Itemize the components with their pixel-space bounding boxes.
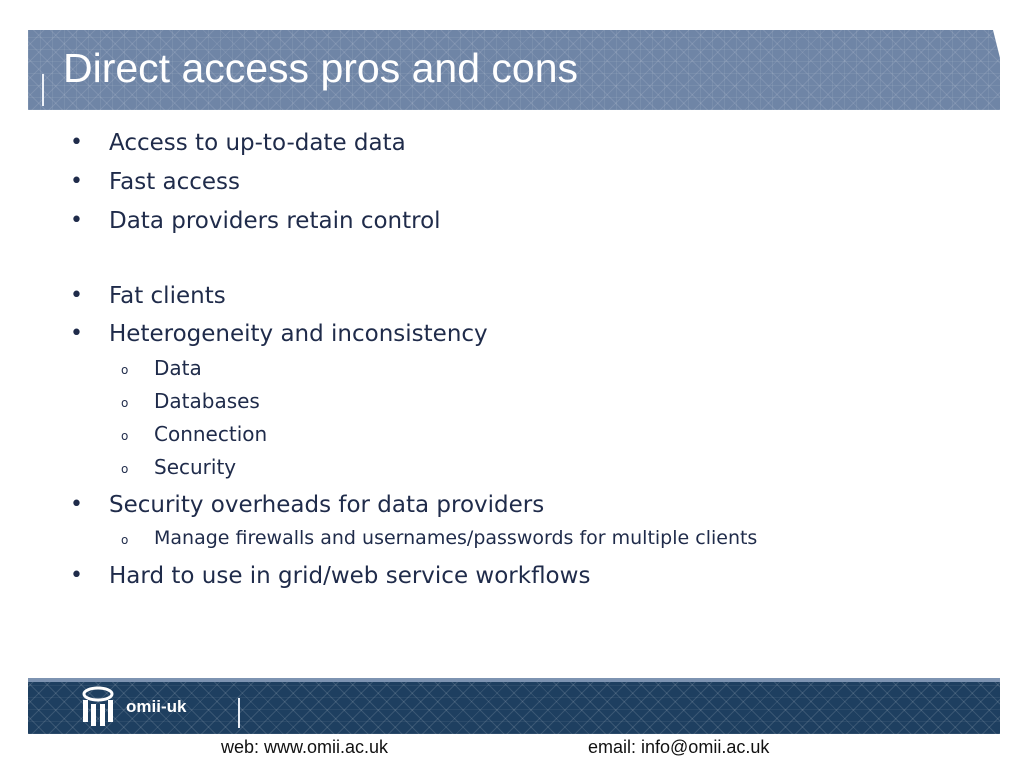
bullet-marker: • <box>70 208 83 233</box>
sub-bullet-marker: o <box>121 462 129 476</box>
bullet-marker: • <box>70 321 83 346</box>
footer-separator <box>238 698 240 728</box>
bullet-fast-access: Fast access <box>109 169 241 195</box>
bullet-marker: • <box>70 283 83 308</box>
bullet-heterogeneity: Heterogeneity and inconsistency <box>109 321 488 347</box>
sub-bullet-data: Data <box>154 356 202 380</box>
sub-bullet-marker: o <box>121 429 129 443</box>
sub-bullet-marker: o <box>121 533 129 547</box>
bullet-security-overheads: Security overheads for data providers <box>109 492 545 518</box>
bullet-marker: • <box>70 492 83 517</box>
sub-bullet-databases: Databases <box>154 389 260 413</box>
bullet-marker: • <box>70 169 83 194</box>
logo-text: omii-uk <box>126 697 187 716</box>
footer-web-link[interactable]: web: www.omii.ac.uk <box>221 737 389 757</box>
bullet-marker: • <box>70 563 83 588</box>
bullet-up-to-date-data: Access to up-to-date data <box>109 130 406 156</box>
omii-logo-icon <box>76 686 120 730</box>
slide-title: Direct access pros and cons <box>63 45 579 91</box>
footer-email-link[interactable]: email: info@omii.ac.uk <box>588 737 770 757</box>
sub-bullet-security: Security <box>154 455 237 479</box>
bullet-marker: • <box>70 130 83 155</box>
sub-bullet-marker: o <box>121 396 129 410</box>
sub-bullet-manage-firewalls: Manage firewalls and usernames/passwords for multiple clients <box>154 527 758 549</box>
sub-bullet-connection: Connection <box>154 422 268 446</box>
bullet-hard-to-use: Hard to use in grid/web service workflows <box>109 563 591 589</box>
sub-bullet-marker: o <box>121 363 129 377</box>
bullet-retain-control: Data providers retain control <box>109 208 441 234</box>
bullet-fat-clients: Fat clients <box>109 283 226 309</box>
